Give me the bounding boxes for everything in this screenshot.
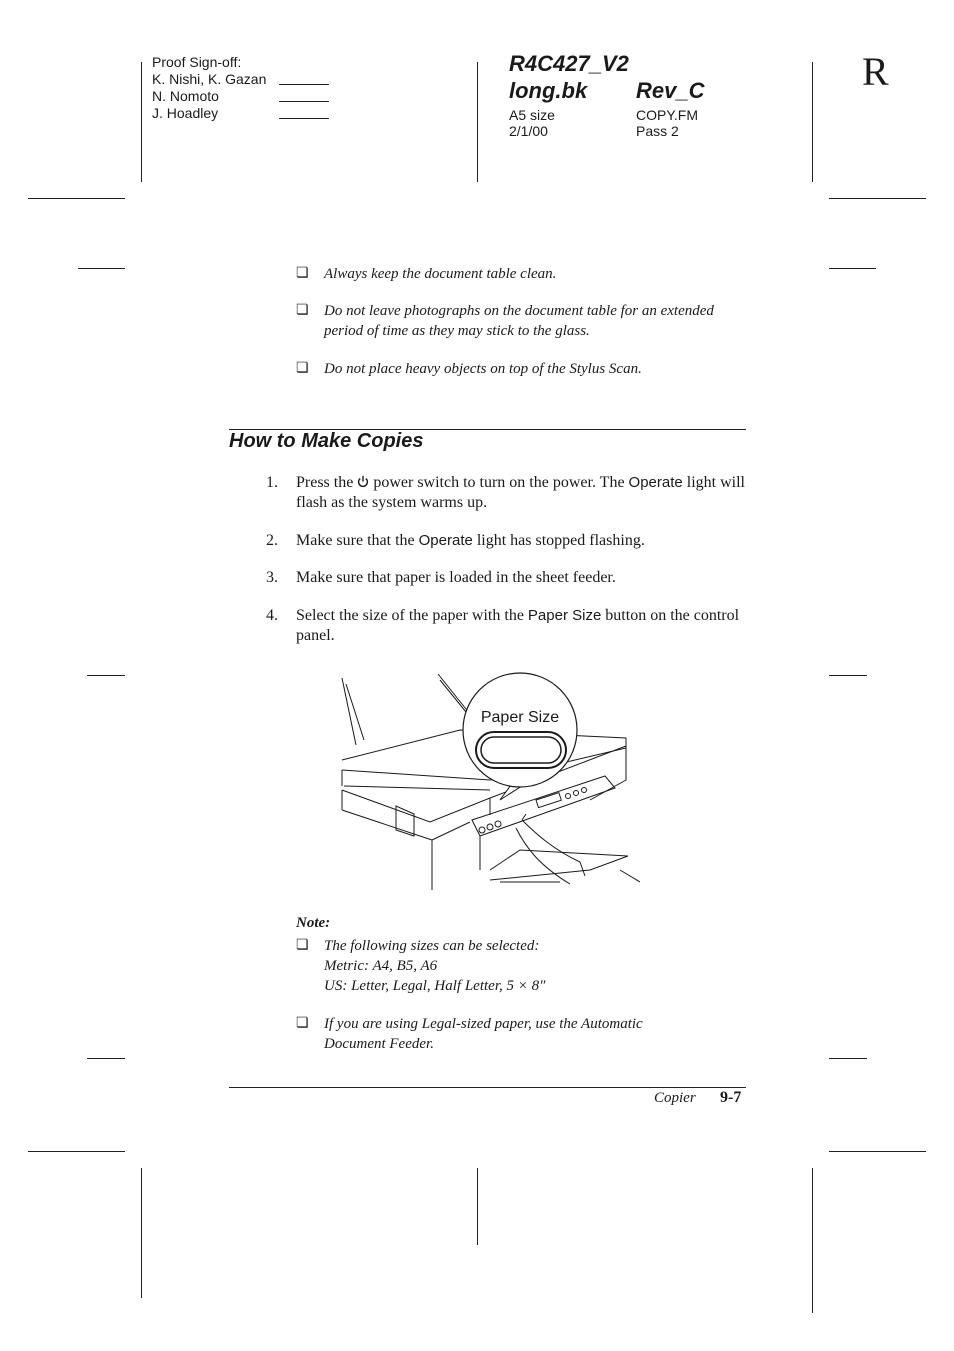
signoff-row [152, 105, 329, 122]
doc-code: R4C427_V2 [509, 51, 629, 76]
note-line: US: Letter, Legal, Half Letter, 5 × 8″ [324, 978, 546, 994]
crop-mark [812, 62, 813, 182]
crop-mark [829, 268, 876, 269]
caution-text: Do not place heavy objects on top of the Stylus Scan. [324, 361, 642, 377]
footer-rule [229, 1087, 746, 1088]
signoff-name: N. Nomoto [152, 88, 219, 104]
file-name: COPY.FM [636, 107, 698, 123]
revision: Rev_C [636, 78, 705, 103]
signoff-name: J. Hoadley [152, 105, 219, 121]
panel-label: Operate [418, 532, 473, 549]
step-number: 2. [266, 532, 278, 549]
footer-chapter: Copier [654, 1090, 696, 1106]
step-text-part: Press the [296, 474, 354, 491]
crop-mark [28, 1151, 125, 1152]
checkbox-bullet-icon: ❏ [296, 361, 309, 376]
step-text: Make sure that paper is loaded in the sheet feeder. [296, 569, 616, 586]
step-text-part: light will flash as the system warms up. [296, 474, 745, 511]
crop-mark [829, 675, 867, 676]
panel-label: Operate [628, 474, 683, 491]
step-text-part: Select the size of the paper with the [296, 607, 524, 624]
caution-item [296, 301, 748, 341]
note-title: Note: [296, 915, 331, 931]
crop-mark [477, 1168, 478, 1245]
note-item [296, 936, 748, 996]
step-item [266, 473, 746, 513]
note-text: If you are using Legal-sized paper, use the Automatic Document Feeder. [324, 1016, 643, 1052]
signoff-blank [279, 105, 329, 119]
signoff-row [152, 88, 329, 105]
crop-mark [829, 1058, 867, 1059]
crop-mark [28, 198, 125, 199]
signoff-name: K. Nishi, K. Gazan [152, 71, 267, 87]
checkbox-bullet-icon: ❏ [296, 938, 309, 953]
step-text [296, 531, 645, 551]
note-line: Metric: A4, B5, A6 [324, 958, 438, 974]
book-name: long.bk [509, 78, 588, 103]
crop-mark [141, 1168, 142, 1298]
note-text [324, 936, 545, 996]
crop-mark [141, 62, 142, 182]
proof-signoff [152, 54, 329, 122]
step-item [266, 531, 746, 551]
right-page-mark: R [862, 49, 889, 94]
caution-item [296, 264, 748, 284]
step-number: 4. [266, 607, 278, 624]
checkbox-bullet-icon: ❏ [296, 266, 309, 281]
doc-date: 2/1/00 [509, 123, 548, 139]
crop-mark [78, 268, 125, 269]
callout-label: Paper Size [480, 709, 560, 726]
panel-label: Paper Size [527, 607, 602, 624]
checkbox-bullet-icon: ❏ [296, 1016, 309, 1031]
step-item [266, 606, 746, 646]
scanner-illustration [340, 670, 640, 892]
step-text-part: button on the control panel. [296, 607, 740, 644]
crop-mark [829, 1151, 926, 1152]
step-text-part: light has stopped flashing. [476, 532, 645, 549]
checkbox-bullet-icon: ❏ [296, 303, 309, 318]
step-text [296, 473, 746, 513]
note-line: The following sizes can be selected: [324, 938, 540, 954]
step-item [266, 568, 746, 588]
page-number: 9-7 [720, 1089, 742, 1106]
signoff-blank [279, 71, 329, 85]
pass-number: Pass 2 [636, 123, 679, 139]
crop-mark [87, 675, 125, 676]
signoff-row [152, 71, 329, 88]
step-text [296, 606, 746, 646]
caution-text: Always keep the document table clean. [324, 266, 557, 282]
signoff-blank [279, 88, 329, 102]
signoff-heading: Proof Sign-off: [152, 54, 242, 70]
step-number: 3. [266, 569, 278, 586]
step-text-part: power switch to turn on the power. The [373, 474, 625, 491]
page-size: A5 size [509, 107, 555, 123]
section-title: How to Make Copies [229, 430, 424, 452]
step-number: 1. [266, 474, 278, 491]
note-item [296, 1014, 696, 1054]
crop-mark [87, 1058, 125, 1059]
caution-text: Do not leave photographs on the document table for an extended period of time as they may stick to the glass. [324, 303, 714, 339]
crop-mark [812, 1168, 813, 1313]
power-icon [357, 475, 369, 488]
step-text-part: Make sure that the [296, 532, 415, 549]
crop-mark [829, 198, 926, 199]
caution-item [296, 359, 748, 379]
crop-mark [477, 62, 478, 182]
